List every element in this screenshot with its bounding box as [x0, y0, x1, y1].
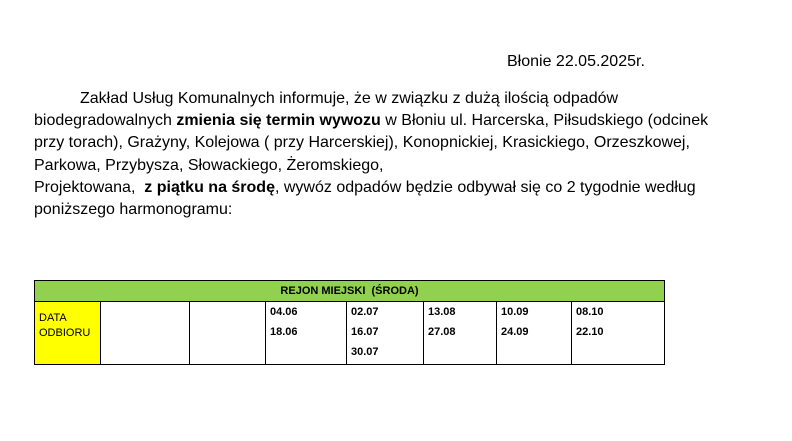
pickup-date: 08.10 [576, 306, 604, 318]
pickup-date: 02.07 [351, 306, 379, 318]
paragraph-line-2-bold: zmienia się termin wywozu [176, 112, 381, 130]
date-column-2 [190, 302, 266, 365]
paragraph-line-3: przy torach), Grażyny, Kolejowa ( przy Harcerskiej), Konopnickiej, Krasickiego, Orzeszkowej, [34, 134, 690, 152]
pickup-date: 30.07 [351, 346, 379, 358]
pickup-date-label-line-2: ODBIORU [39, 327, 91, 339]
pickup-date: 22.10 [576, 326, 604, 338]
pickup-date: 27.08 [428, 326, 456, 338]
date-column-6 [497, 302, 572, 365]
paragraph-line-2-suffix: w Błoniu ul. Harcerska, Piłsudskiego (odcinek [380, 112, 709, 130]
paragraph-line-5-suffix: , wywóz odpadów będzie odbywał się co 2 tygodnie według [274, 178, 696, 196]
paragraph-line-4: Parkowa, Przybysza, Słowackiego, Żeromskiego, [34, 156, 384, 174]
paragraph-line-2-prefix: biodegradowalnych [34, 112, 177, 130]
date-column-3 [266, 302, 347, 365]
pickup-date: 13.08 [428, 306, 456, 318]
pickup-date: 24.09 [501, 326, 529, 338]
pickup-date: 16.07 [351, 326, 379, 338]
paragraph-line-6: poniższego harmonogramu: [34, 200, 233, 218]
pickup-date: 04.06 [270, 306, 298, 318]
paragraph-line-2 [34, 110, 774, 132]
date-column-1 [101, 302, 190, 365]
schedule-table [34, 280, 665, 365]
place-date: Błonie 22.05.2025r. [507, 53, 645, 70]
date-column-5 [424, 302, 497, 365]
date-column-7 [572, 302, 665, 365]
pickup-date-label [35, 302, 101, 365]
paragraph-line-5-prefix: Projektowana, [34, 178, 145, 196]
pickup-date-label-line-1: DATA [39, 312, 67, 324]
pickup-date: 10.09 [501, 306, 529, 318]
pickup-date: 18.06 [270, 326, 298, 338]
date-column-4 [347, 302, 424, 365]
paragraph-line-5 [34, 177, 774, 199]
paragraph-line-1: Zakład Usług Komunalnych informuje, że w związku z dużą ilością odpadów [80, 90, 619, 107]
paragraph-line-5-bold: z piątku na środę [144, 178, 275, 196]
announcement-paragraph [34, 88, 774, 221]
schedule-dates-row [35, 302, 665, 365]
schedule-header-row [35, 281, 665, 302]
schedule-title: REJON MIEJSKI (ŚRODA) [35, 281, 665, 302]
